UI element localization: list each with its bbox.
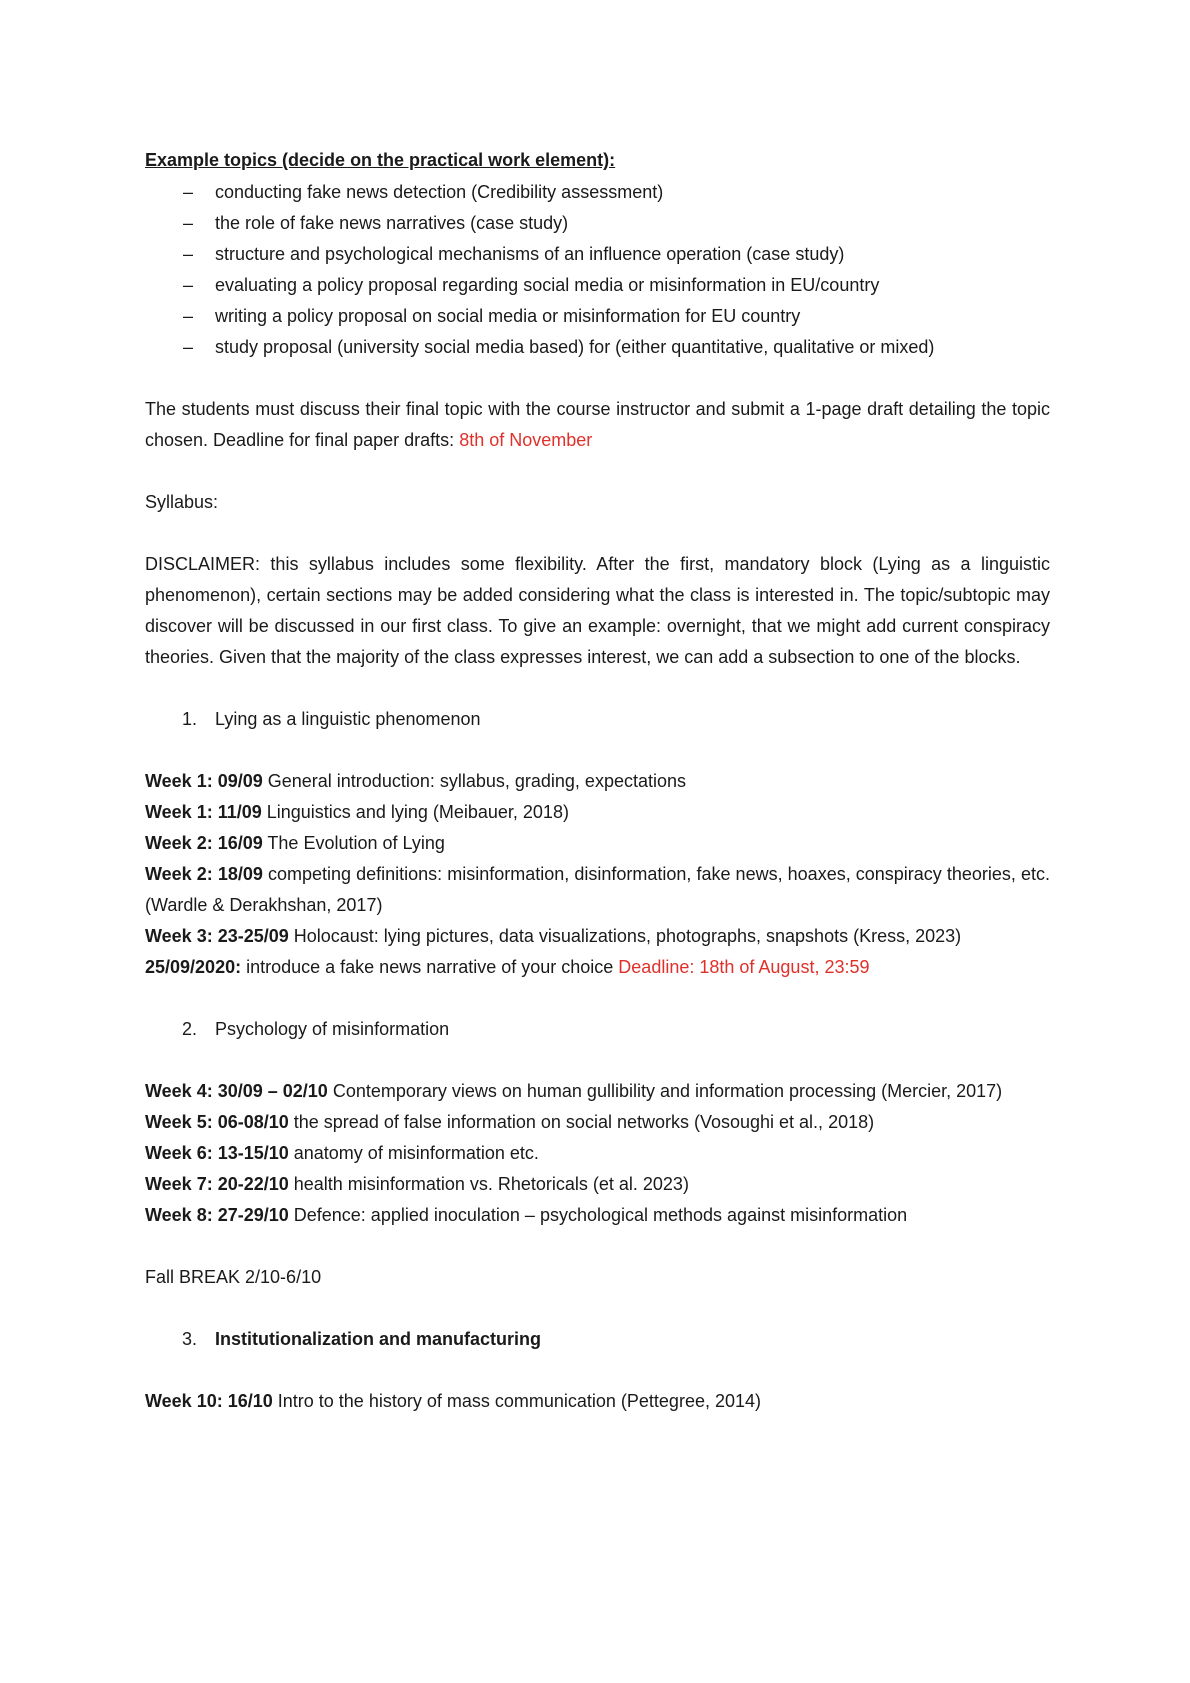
entry-date: Week 2: 16/09 <box>145 833 263 853</box>
schedule-entry <box>145 1386 1050 1417</box>
topic-item: – the role of fake news narratives (case study) <box>145 208 1050 239</box>
entry-date: Week 1: 09/09 <box>145 771 263 791</box>
topics-heading: Example topics (decide on the practical work element): <box>145 150 616 170</box>
entry-text: Defence: applied inoculation – psychological methods against misinformation <box>288 1205 908 1225</box>
block-title-text: Lying as a linguistic phenomenon <box>215 709 481 729</box>
entry-text: Linguistics and lying (Meibauer, 2018) <box>261 802 569 822</box>
entry-date: Week 6: 13-15/10 <box>145 1143 289 1163</box>
entry-text: Intro to the history of mass communication (Pettegree, 2014) <box>272 1391 761 1411</box>
entry-date: Week 1: 11/09 <box>145 802 262 822</box>
schedule-entry <box>145 828 1050 859</box>
entry-text: introduce a fake news narrative of your choice <box>241 957 619 977</box>
entry-text: Contemporary views on human gullibility and information processing (Mercier, 2017) <box>327 1081 1003 1101</box>
entry-date: Week 3: 23-25/09 <box>145 926 289 946</box>
topic-item: – structure and psychological mechanisms of an influence operation (case study) <box>145 239 1050 270</box>
break-line: Fall BREAK 2/10-6/10 <box>145 1267 322 1287</box>
topic-item: – writing a policy proposal on social media or misinformation for EU country <box>145 301 1050 332</box>
block-number: 2. <box>182 1019 198 1039</box>
entry-text: The Evolution of Lying <box>262 833 445 853</box>
entry-text: the spread of false information on social networks (Vosoughi et al., 2018) <box>288 1112 875 1132</box>
entry-date: Week 10: 16/10 <box>145 1391 273 1411</box>
schedule-entry <box>145 921 1050 952</box>
entry-text: Holocaust: lying pictures, data visualizations, photographs, snapshots (Kress, 2023) <box>288 926 962 946</box>
entry-text: competing definitions: misinformation, disinformation, fake news, hoaxes, conspiracy theories, etc. (Wardle & Derakhshan, 2017) <box>145 864 1051 915</box>
block-number: 3. <box>182 1329 198 1349</box>
entry-date: Week 5: 06-08/10 <box>145 1112 289 1132</box>
syllabus-disclaimer: DISCLAIMER: this syllabus includes some flexibility. After the first, mandatory block (Lying as a linguistic phenomenon), certain sections may be added considering what the class is interested in. The topic/subtopic may discover will be discussed in our first class. To give an example: overnight, that we might add current conspiracy theories. Given that the majority of the class expresses interest, we can add a subsection to one of the blocks. <box>145 554 1050 667</box>
topic-note-deadline: 8th of November <box>459 430 593 450</box>
entry-date: Week 7: 20-22/10 <box>145 1174 289 1194</box>
entry-date: Week 2: 18/09 <box>145 864 263 884</box>
syllabus-title: Syllabus: <box>145 492 219 512</box>
schedule-entry <box>145 766 1050 797</box>
schedule-entry <box>145 797 1050 828</box>
topic-item: – conducting fake news detection (Credibility assessment) <box>145 177 1050 208</box>
document-content <box>145 150 1050 1417</box>
schedule-entry <box>145 1200 1050 1231</box>
entry-date: Week 4: 30/09 – 02/10 <box>145 1081 328 1101</box>
block-number: 1. <box>182 709 198 729</box>
topic-note-text: The students must discuss their final topic with the course instructor and submit a 1-page draft detailing the topic chosen. Deadline for final paper drafts: <box>145 399 1050 450</box>
schedule-entry <box>145 1169 1050 1200</box>
entry-deadline: Deadline: 18th of August, 23:59 <box>618 957 870 977</box>
schedule-entry <box>145 859 1050 921</box>
block-3-title <box>145 1324 1050 1355</box>
block-2-title <box>145 1014 1050 1045</box>
schedule-entry <box>145 1138 1050 1169</box>
topics-list <box>145 177 1050 363</box>
schedule-entry <box>145 1107 1050 1138</box>
block-1-title <box>145 704 1050 735</box>
entry-date: Week 8: 27-29/10 <box>145 1205 289 1225</box>
topic-item: – evaluating a policy proposal regarding social media or misinformation in EU/country <box>145 270 1050 301</box>
topic-item: – study proposal (university social media based) for (either quantitative, qualitative or mixed) <box>145 332 1050 363</box>
entry-text: General introduction: syllabus, grading, expectations <box>262 771 686 791</box>
block-title-text: Institutionalization and manufacturing <box>215 1329 541 1349</box>
topic-note-paragraph <box>145 394 1050 456</box>
schedule-entry <box>145 1076 1050 1107</box>
entry-text: anatomy of misinformation etc. <box>288 1143 539 1163</box>
block-title-text: Psychology of misinformation <box>215 1019 450 1039</box>
entry-text: health misinformation vs. Rhetoricals (et al. 2023) <box>288 1174 689 1194</box>
entry-date: 25/09/2020: <box>145 957 242 977</box>
schedule-entry <box>145 952 1050 983</box>
